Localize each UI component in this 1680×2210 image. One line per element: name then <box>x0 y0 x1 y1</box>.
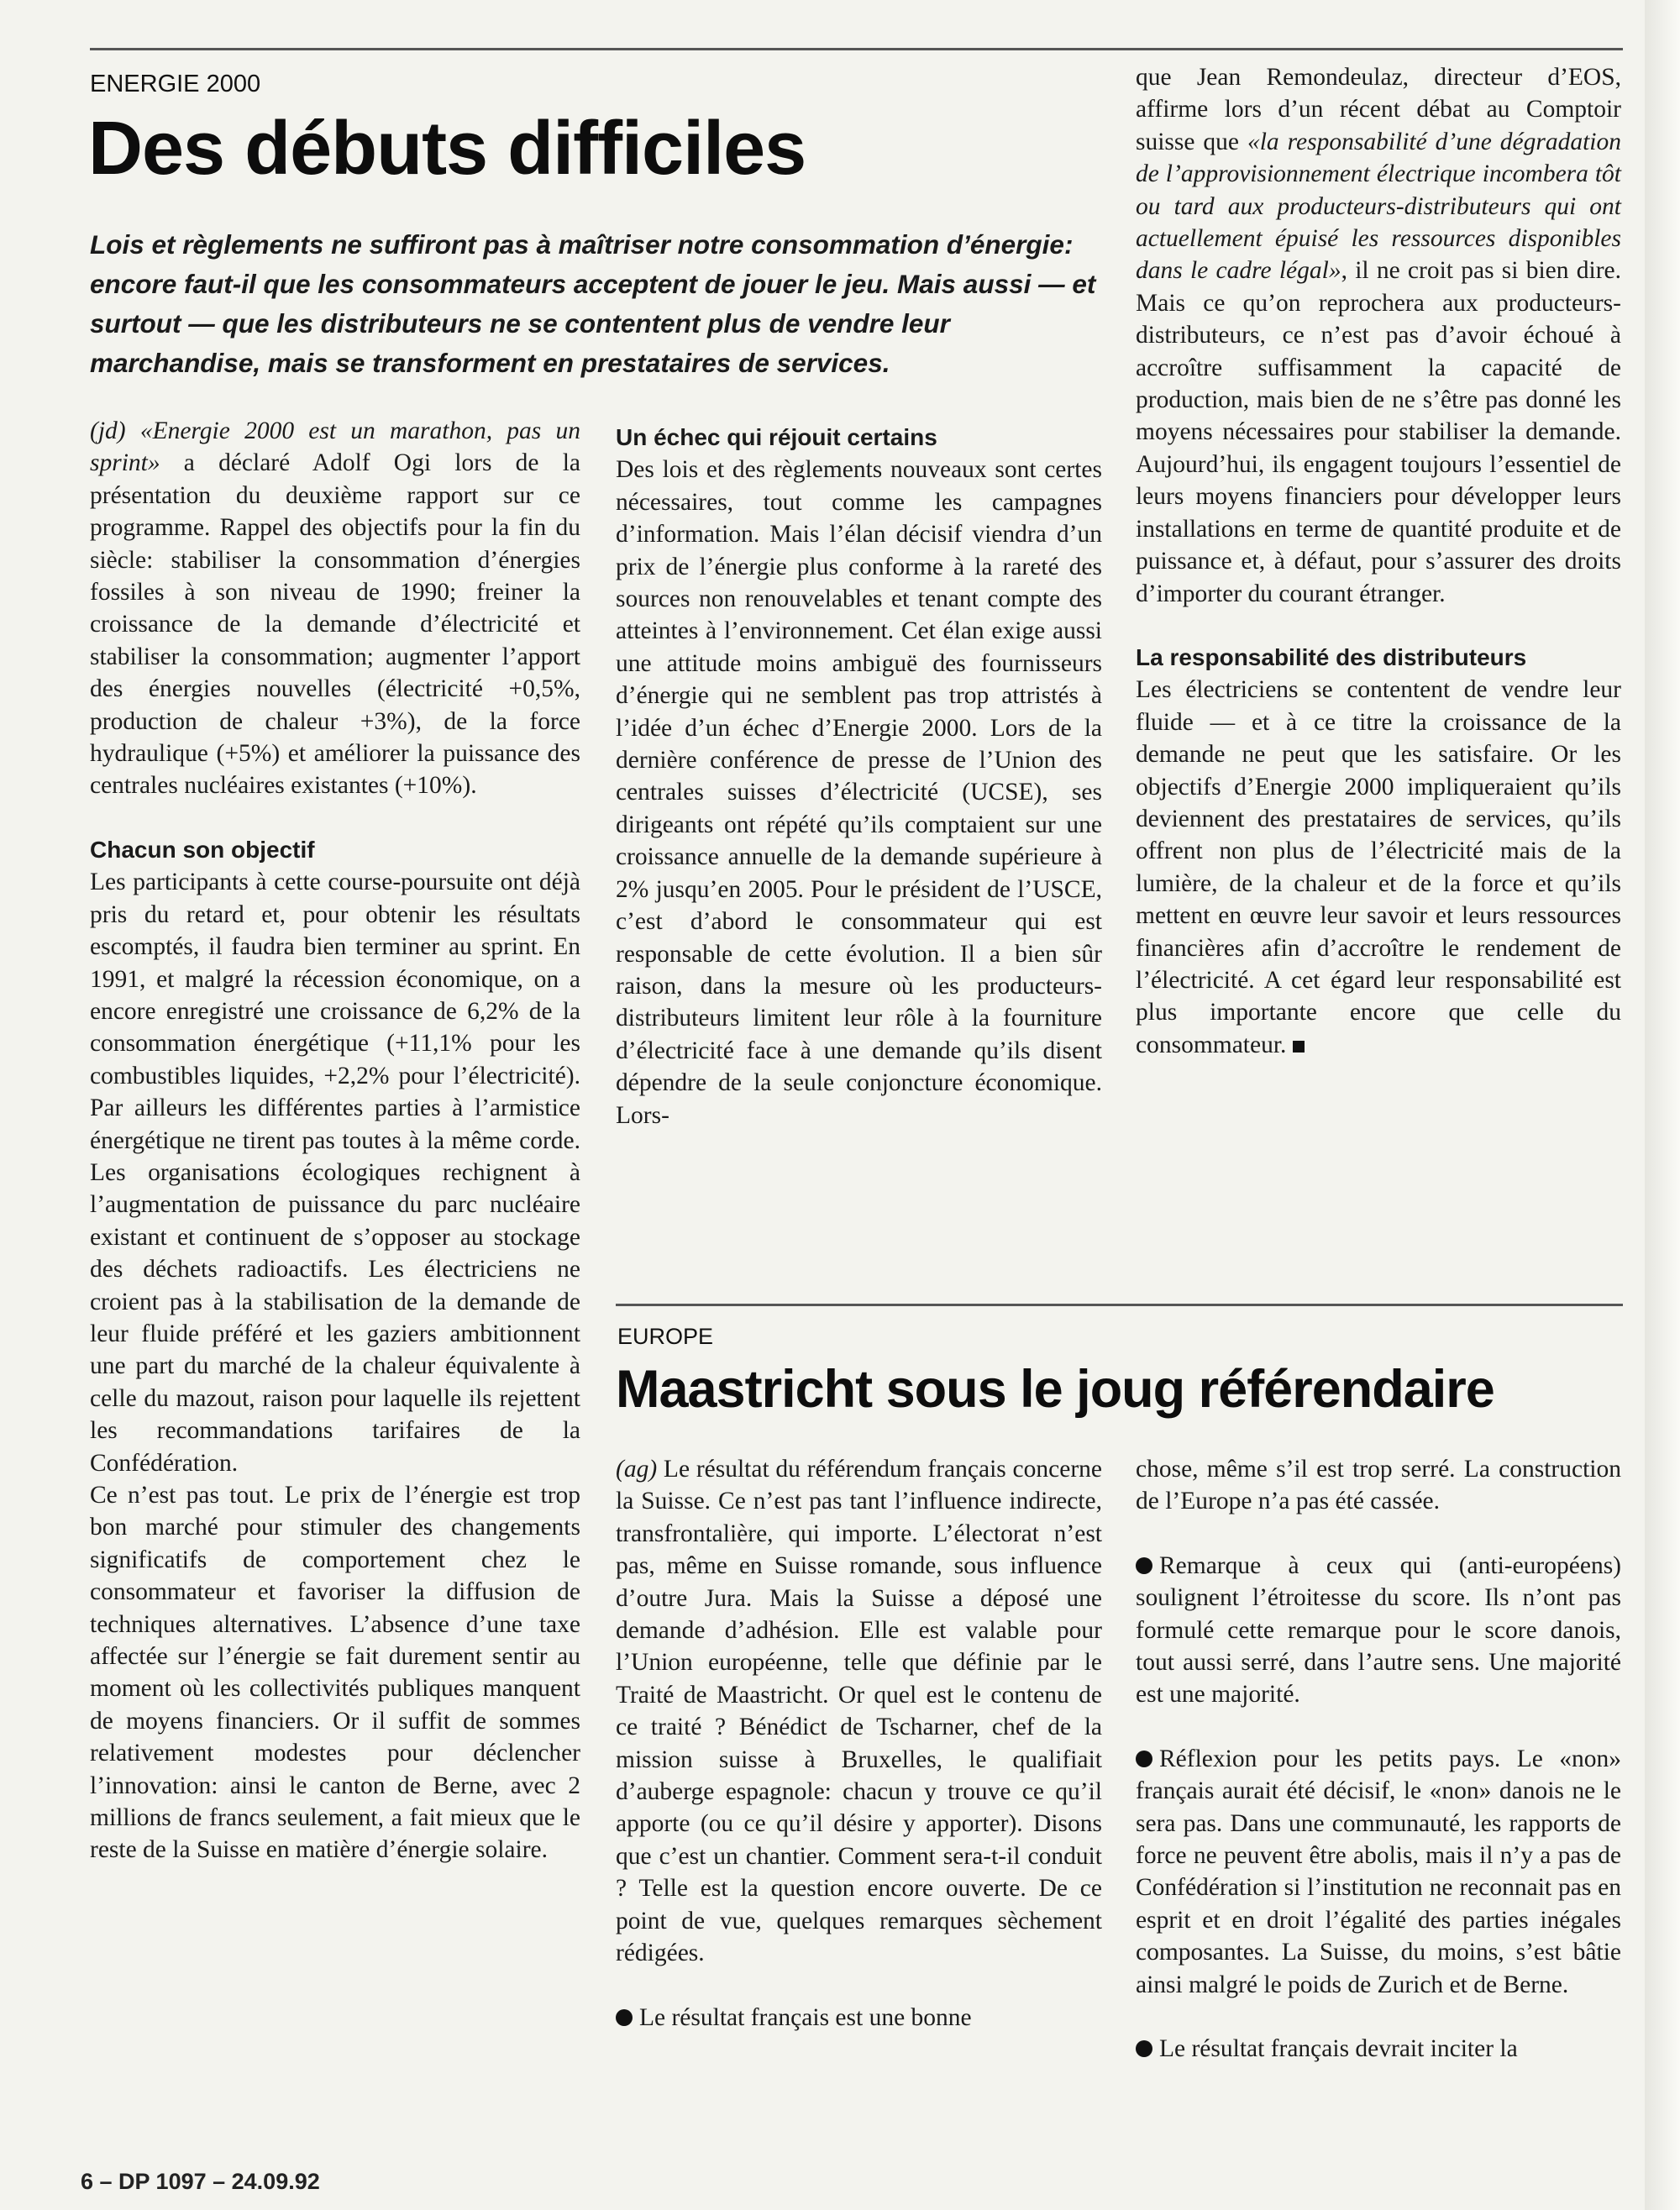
article2-paragraph-2: chose, même s’il est trop serré. La construction de l’Europe n’a pas été cassée. <box>1136 1456 1621 1515</box>
spacer <box>1136 1518 1621 1550</box>
article2-title: Maastricht sous le joug référendaire <box>616 1360 1494 1419</box>
top-rule <box>90 48 1623 50</box>
subheading-un-echec: Un échec qui réjouit certains <box>616 424 937 450</box>
article1-column-3 <box>1136 61 1621 1061</box>
article1-column-2 <box>616 422 1102 1131</box>
subheading-chacun-son-objectif: Chacun son objectif <box>90 836 315 863</box>
article2-bullet-3: Réflexion pour les petits pays. Le «non» français aurait été décisif, le «non» danois ne le sera pas. Dans une communauté, les rapports de force ne peuvent être abolis, mais il n’y a pas de Confédération si l’institution ne reconnait pas en esprit et en droit l’égalité des parties inégales composantes. La Suisse, du moins, s’est bâtie ainsi malgré le poids de Zurich et de Berne. <box>1136 1745 1621 1998</box>
spacer <box>1136 610 1621 642</box>
article2-bullet-4: Le résultat français devrait inciter la <box>1136 2033 1621 2065</box>
page-footer: 6 – DP 1097 – 24.09.92 <box>81 2169 320 2194</box>
section-rule <box>616 1304 1623 1306</box>
author-initials: (ag) <box>616 1456 658 1483</box>
page-spine-shadow <box>1645 0 1680 2210</box>
article1-paragraph-2: Les participants à cette course-poursuite ont déjà pris du retard et, pour obtenir les résultats escomptés, il faudra bien terminer au sprint. En 1991, et malgré la récession économique, on a encore enregistré une croissance de 6,2% de la consommation énergétique (+11,1% pour les combustibles liquides, +2,2% pour l’électricité). Par ailleurs les différentes parties à l’armistice énergétique ne tirent pas toutes à la même corde. Les organisations écologiques rechignent à l’augmentation de puissance du parc nucléaire existant et continuent de s’opposer au stockage des déchets radioactifs. Les électriciens ne croient pas à la stabilisation de la demande de leur fluide préféré et les gaziers ambitionnent une part du marché de la chaleur équivalente à celle du mazout, raison pour laquelle ils rejettent les recommandations tarifaires de la Confédération. <box>90 869 580 1477</box>
spacer <box>90 802 580 834</box>
paragraph-text: a déclaré Adolf Ogi lors de la présentation du deuxième rapport sur ce programme. Rappel des objectifs pour la fin du siècle: stabiliser la consommation d’énergies fossiles à son niveau de 1990; freiner la croissance de la demande d’électricité et stabiliser la consommation; augmenter l’apport des énergies nouvelles (électricité +0,5%, production de chaleur +3%), de la force hydraulique (+5%) et améliorer la puissance des centrales nucléaires existantes (+10%). <box>90 449 580 800</box>
article2-bullet-2: Remarque à ceux qui (anti-européens) soulignent l’étroitesse du score. Ils n’ont pas formulé cette remarque pour le score danois, tout aussi serré, dans l’autre sens. Une majorité est une majorité. <box>1136 1551 1621 1709</box>
article1-kicker: ENERGIE 2000 <box>90 71 261 97</box>
quote-ogi: «Energie 2000 est un marathon, pas un sprint» <box>90 417 580 477</box>
bullet-icon <box>1136 1751 1152 1767</box>
end-of-article-mark <box>1293 1041 1305 1053</box>
article1-title: Des débuts difficiles <box>88 107 806 191</box>
article1-paragraph-5: que Jean Remondeulaz, directeur d’EOS, affirme lors d’un récent débat au Comptoir suisse que «la responsabilité d’une dégradation de l’approvisionnement électrique incombera tôt ou tard aux producteurs-distributeurs qui ont actuellement épuisé les ressources disponibles dans le cadre légal», il ne croit pas si bien dire. Mais ce qu’on reprochera aux producteurs-distributeurs, ce n’est pas d’avoir échoué à accroître suffisamment la capacité de production, mais bien de ne s’être pas donné les moyens nécessaires pour stabiliser la demande. Aujourd’hui, ils engagent toujours l’essentiel de leurs moyens financiers pour développer leurs installations en terme de quantité produite et de puissance et, à défaut, pour s’assurer des droits d’importer du courant étranger. <box>1136 64 1622 607</box>
article2-column-1 <box>616 1453 1102 2034</box>
article1-lead: Lois et règlements ne suffiront pas à maîtriser notre consommation d’énergie: encore faut-il que les consommateurs acceptent de jouer le jeu. Mais aussi — et surtout — que les distributeurs ne se contentent plus de vendre leur marchandise, mais se transforment en prestataires de services. <box>90 229 1096 378</box>
bullet-icon <box>616 2009 633 2026</box>
spacer <box>616 1970 1102 2002</box>
article1-paragraph-6: Les électriciens se contentent de vendre leur fluide — et à ce titre la croissance de la demande ne peut que les satisfaire. Or les objectifs d’Energie 2000 impliqueraient qu’ils deviennent des prestataires de services, qu’ils offrent non plus de l’électricité mais de la lumière, de la chaleur et de la force et qu’ils mettent en œuvre leur savoir et leurs ressources financières afin d’accroître le rendement de l’électricité. A cet égard leur responsabilité est plus importante encore que celle du consommateur. <box>1136 676 1621 1058</box>
bullet-icon <box>1136 1557 1152 1574</box>
article2-kicker: EUROPE <box>617 1324 714 1349</box>
spacer <box>1136 1711 1621 1743</box>
subheading-responsabilite: La responsabilité des distributeurs <box>1136 643 1527 670</box>
article1-paragraph-3: Ce n’est pas tout. Le prix de l’énergie est trop bon marché pour stimuler des changements significatifs de comportement chez le consommateur et favoriser la diffusion de techniques alternatives. L’absence d’une taxe affectée sur l’énergie se fait durement sentir au moment où les collectivités publiques manquent de moyens financiers. Or il suffit de sommes relativement modestes pour déclencher l’innovation: ainsi le canton de Berne, avec 2 millions de francs seulement, a fait mieux que le reste de la Suisse en matière d’énergie solaire. <box>90 1482 580 1864</box>
bullet-icon <box>1136 2040 1152 2057</box>
article1-paragraph-4: Des lois et des règlements nouveaux sont certes nécessaires, tout comme les campagnes d’information. Mais l’élan décisif viendra d’un prix de l’énergie plus conforme à la rareté des sources non renouvelables et tenant compte des atteintes à l’environnement. Cet élan exige aussi une attitude moins ambiguë des fournisseurs d’énergie qui ne semblent pas trop attristés à l’idée d’un échec d’Energie 2000. Lors de la dernière conférence de presse de l’Union des centrales suisses d’électricité (UCSE), ses dirigeants ont répété qu’ils comptaient sur une croissance annuelle de la demande supérieure à 2% jusqu’en 2005. Pour le président de l’USCE, c’est d’abord le consommateur qui est responsable de cette évolution. Il a bien sûr raison, dans la mesure où les producteurs-distributeurs limitent leur rôle à la fourniture d’électricité face à une demande qu’ils disent dépendre de la seule conjoncture économique. Lors- <box>616 456 1102 1129</box>
author-initials: (jd) <box>90 417 126 444</box>
article2-paragraph-1: (ag) Le résultat du référendum français concerne la Suisse. Ce n’est pas tant l’influence indirecte, transfrontalière, qui importe. L’électorat n’est pas, même en Suisse romande, sous influence d’outre Jura. Mais la Suisse a déposé une demande d’adhésion. Elle est valable pour l’Union européenne, telle que définie par le Traité de Maastricht. Or quel est le contenu de ce traité ? Bénédict de Tscharner, chef de la mission suisse à Bruxelles, le qualifiait d’auberge espagnole: chacun y trouve ce qu’il apporte (ou ce qu’il désire y apporter). Disons que c’est un chantier. Comment sera-t-il conduit ? Telle est la question encore ouverte. De ce point de vue, quelques remarques sèchement rédigées. <box>616 1456 1102 1967</box>
article2-bullet-1: Le résultat français est une bonne <box>616 2002 1102 2034</box>
article2-column-2 <box>1136 1453 1621 2066</box>
article1-column-1 <box>90 415 580 1866</box>
spacer <box>1136 2001 1621 2033</box>
article1-paragraph-1 <box>90 415 580 802</box>
quote-remondeulaz: «la responsabilité d’une dégradation de l’approvisionnement électrique incombera tôt ou tard aux producteurs-distributeurs qui ont actuellement épuisé les ressources disponibles dans le cadre légal» <box>1136 128 1621 285</box>
